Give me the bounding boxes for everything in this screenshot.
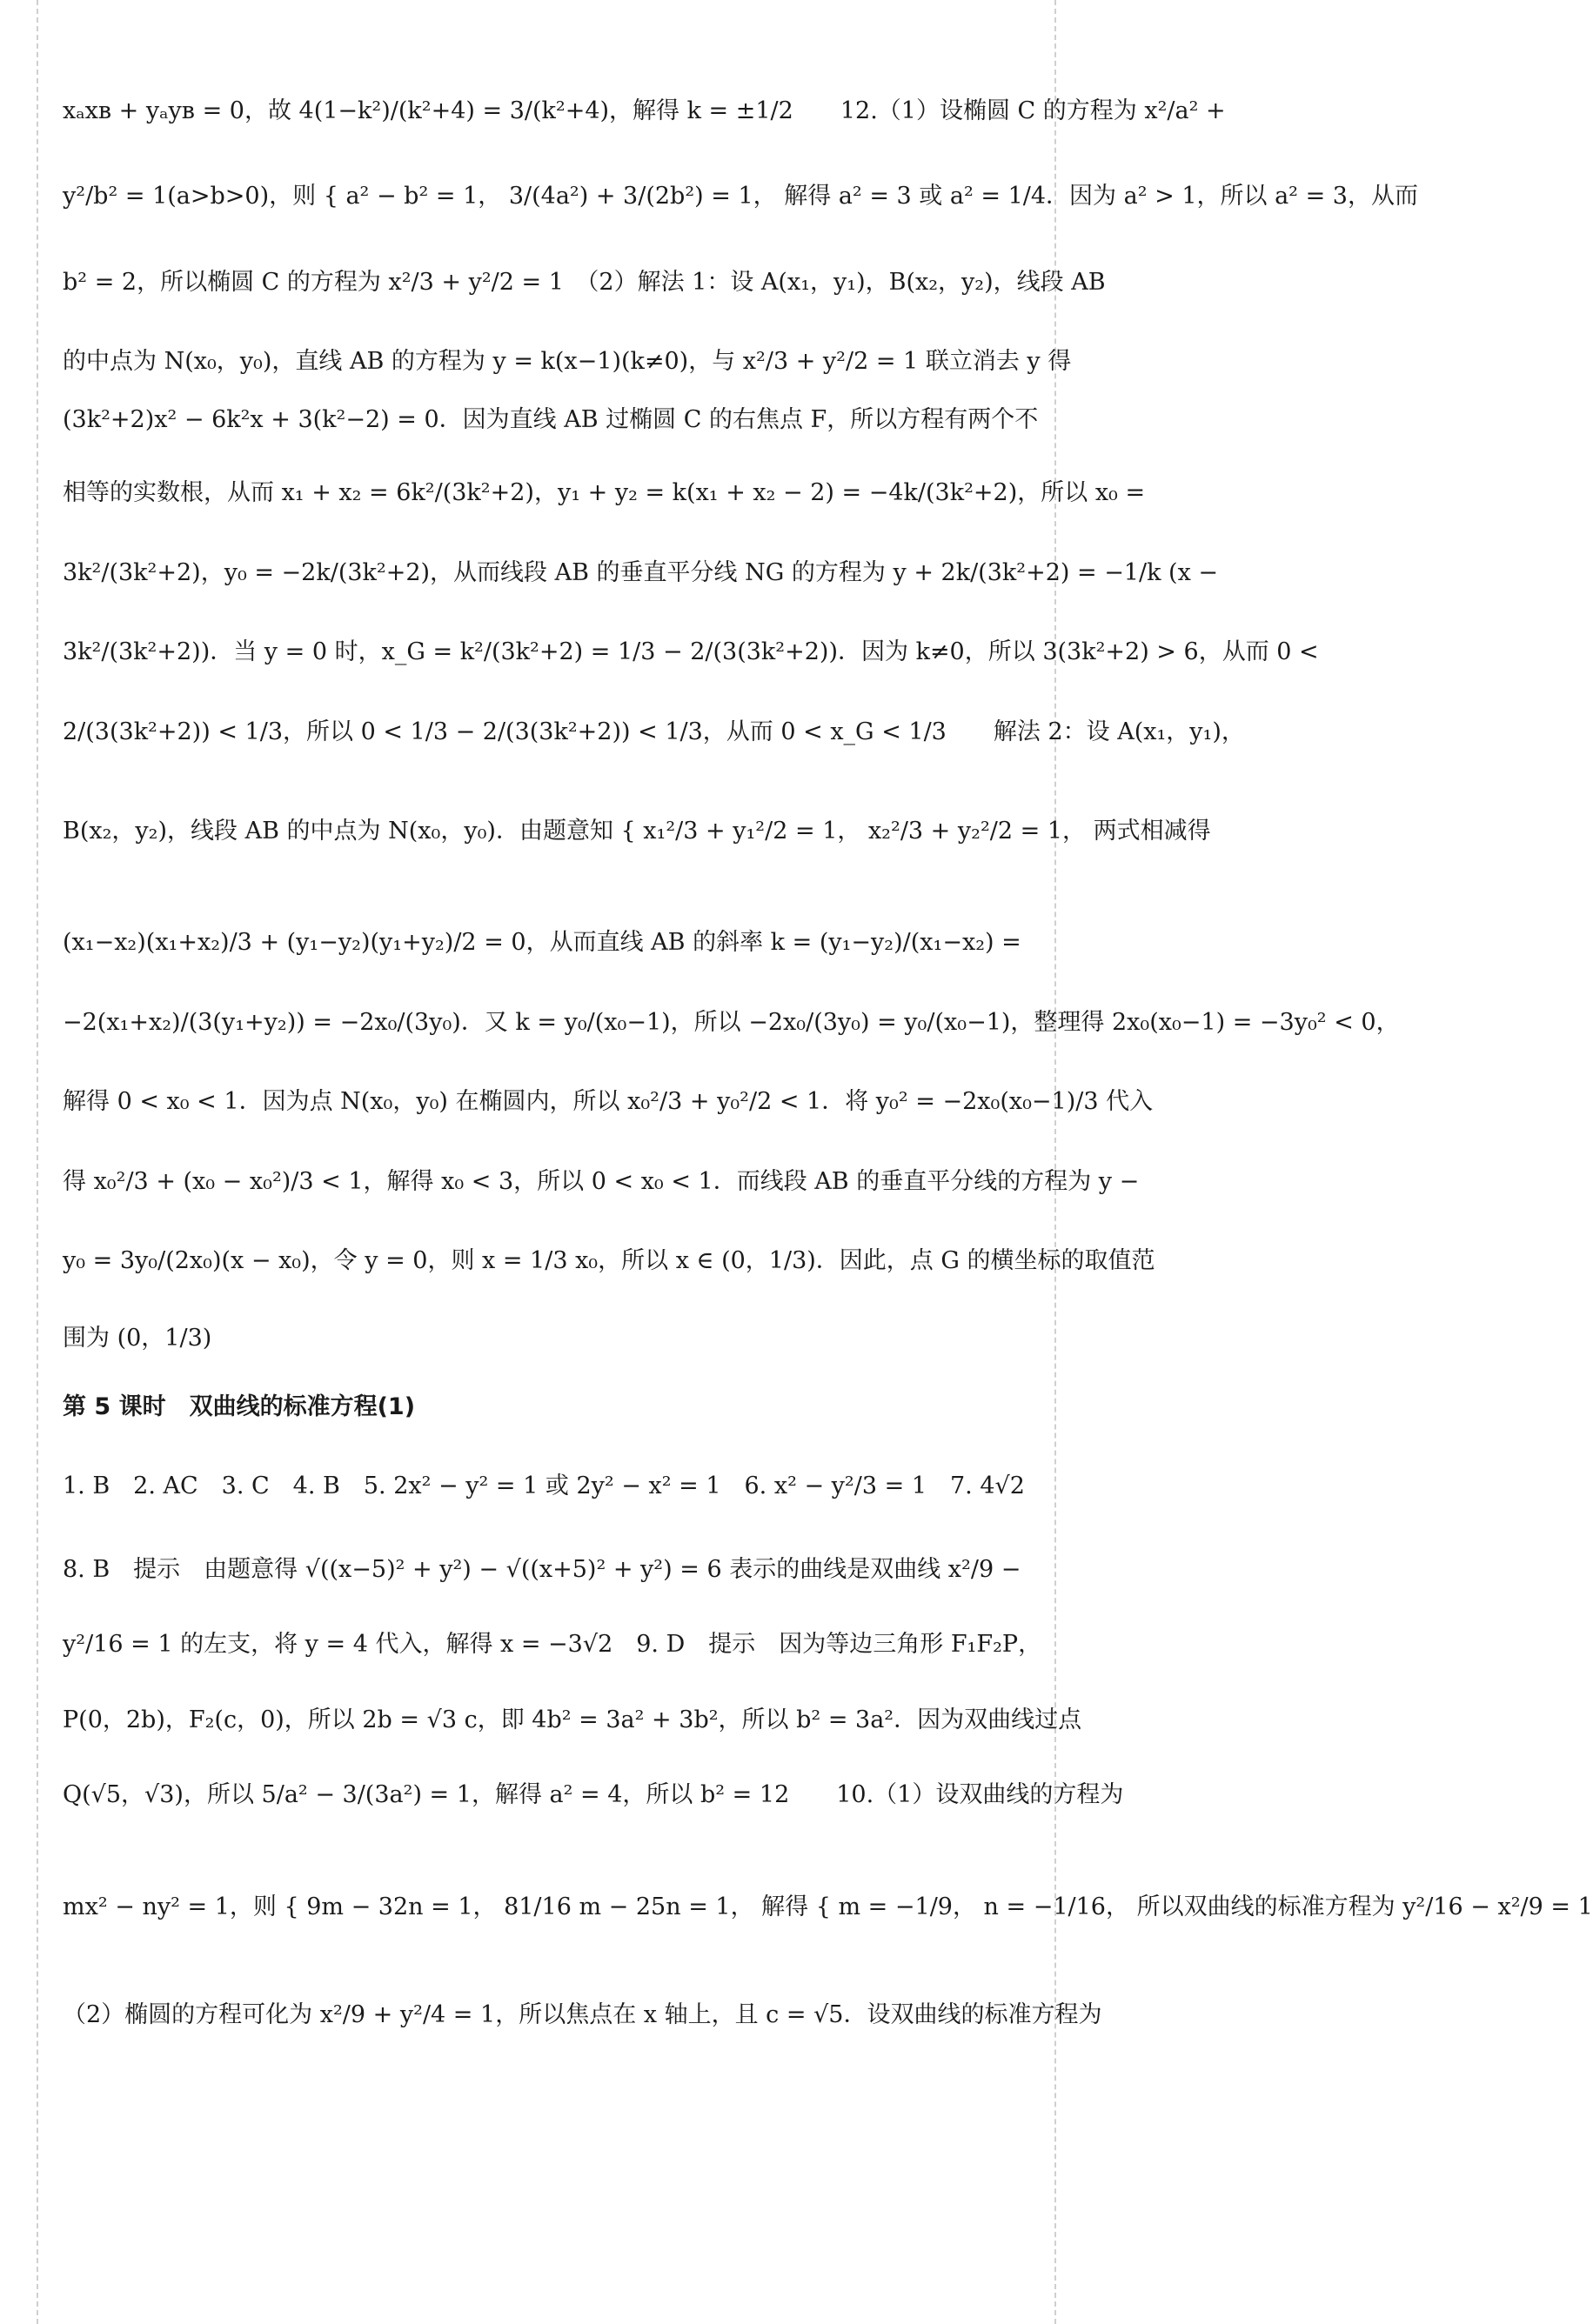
text-line-10: B(x₂，y₂)，线段 AB 的中点为 N(x₀，y₀)．由题意知 { x₁²/3 + y₁²/2 = 1， x₂²/3 + y₂²/2 = 1， 两式相减得: [63, 817, 1211, 845]
text-line-19: P(0，2b)，F₂(c，0)，所以 2b = √3 c，即 4b² = 3a² + 3b²，所以 b² = 3a²．因为双曲线过点: [63, 1706, 1082, 1733]
text-line-17: 8. B 提示 由题意得 √((x−5)² + y²) − √((x+5)² + y²) = 6 表示的曲线是双曲线 x²/9 −: [63, 1556, 1021, 1583]
text-line-2: y²/b² = 1(a>b>0)，则 { a² − b² = 1， 3/(4a²) + 3/(2b²) = 1， 解得 a² = 3 或 a² = 1/4．因为 a² > 1，所以 a² = 3，从而: [63, 183, 1418, 210]
text-line-5: (3k²+2)x² − 6k²x + 3(k²−2) = 0．因为直线 AB 过椭圆 C 的右焦点 F，所以方程有两个不: [63, 405, 1039, 433]
answer-key-row: 1. B 2. AC 3. C 4. B 5. 2x² − y² = 1 或 2y² − x² = 1 6. x² − y²/3 = 1 7. 4√2: [63, 1473, 1025, 1499]
text-line-21: mx² − ny² = 1，则 { 9m − 32n = 1， 81/16 m − 25n = 1， 解得 { m = −1/9， n = −1/16， 所以双曲线的标准方程为 y²/16 − x²/9 = 1: [63, 1893, 1593, 1920]
document-body: [63, 96, 1593, 2032]
text-line-3: b² = 2，所以椭圆 C 的方程为 x²/3 + y²/2 = 1 （2）解法 1：设 A(x₁，y₁)，B(x₂，y₂)，线段 AB: [63, 268, 1106, 296]
text-line-7: 3k²/(3k²+2)，y₀ = −2k/(3k²+2)，从而线段 AB 的垂直平分线 NG 的方程为 y + 2k/(3k²+2) = −1/k (x −: [63, 558, 1218, 586]
text-line-20: Q(√5，√3)，所以 5/a² − 3/(3a²) = 1，解得 a² = 4，所以 b² = 12 10.（1）设双曲线的方程为: [63, 1781, 1124, 1809]
section-title: 第 5 课时 双曲线的标准方程(1): [63, 1393, 416, 1420]
text-line-1: xₐxʙ + yₐyʙ = 0，故 4(1−k²)/(k²+4) = 3/(k²+4)，解得 k = ±1/2 12.（1）设椭圆 C 的方程为 x²/a² +: [63, 97, 1226, 124]
text-line-18: y²/16 = 1 的左支，将 y = 4 代入，解得 x = −3√2 9. D 提示 因为等边三角形 F₁F₂P，: [63, 1631, 1042, 1659]
text-line-4: 的中点为 N(x₀，y₀)，直线 AB 的方程为 y = k(x−1)(k≠0)，与 x²/3 + y²/2 = 1 联立消去 y 得: [63, 348, 1072, 376]
text-line-6: 相等的实数根，从而 x₁ + x₂ = 6k²/(3k²+2)，y₁ + y₂ = k(x₁ + x₂ − 2) = −4k/(3k²+2)，所以 x₀ =: [63, 479, 1146, 507]
text-line-8: 3k²/(3k²+2))．当 y = 0 时，x_G = k²/(3k²+2) = 1/3 − 2/(3(3k²+2))．因为 k≠0，所以 3(3k²+2) > 6，从而 0 <: [63, 638, 1319, 666]
text-line-11: (x₁−x₂)(x₁+x₂)/3 + (y₁−y₂)(y₁+y₂)/2 = 0，从而直线 AB 的斜率 k = (y₁−y₂)/(x₁−x₂) =: [63, 929, 1021, 957]
text-line-14: 得 x₀²/3 + (x₀ − x₀²)/3 < 1，解得 x₀ < 3，所以 0 < x₀ < 1．而线段 AB 的垂直平分线的方程为 y −: [63, 1167, 1140, 1195]
text-line-15: y₀ = 3y₀/(2x₀)(x − x₀)，令 y = 0，则 x = 1/3 x₀，所以 x ∈ (0，1/3)．因此，点 G 的横坐标的取值范: [63, 1247, 1155, 1275]
text-line-22: （2）椭圆的方程可化为 x²/9 + y²/4 = 1，所以焦点在 x 轴上，且 c = √5．设双曲线的标准方程为: [63, 2001, 1102, 2029]
text-line-16: 围为 (0，1/3): [63, 1324, 212, 1352]
text-line-13: 解得 0 < x₀ < 1．因为点 N(x₀，y₀) 在椭圆内，所以 x₀²/3 + y₀²/2 < 1．将 y₀² = −2x₀(x₀−1)/3 代入: [63, 1088, 1154, 1116]
text-line-9: 2/(3(3k²+2)) < 1/3，所以 0 < 1/3 − 2/(3(3k²+2)) < 1/3，从而 0 < x_G < 1/3 解法 2：设 A(x₁，y₁)，: [63, 718, 1245, 745]
left-dashed-border: [37, 0, 38, 2324]
text-line-12: −2(x₁+x₂)/(3(y₁+y₂)) = −2x₀/(3y₀)．又 k = y₀/(x₀−1)，所以 −2x₀/(3y₀) = y₀/(x₀−1)，整理得 2x₀(x₀−1) = −3y₀² < 0，: [63, 1008, 1400, 1036]
